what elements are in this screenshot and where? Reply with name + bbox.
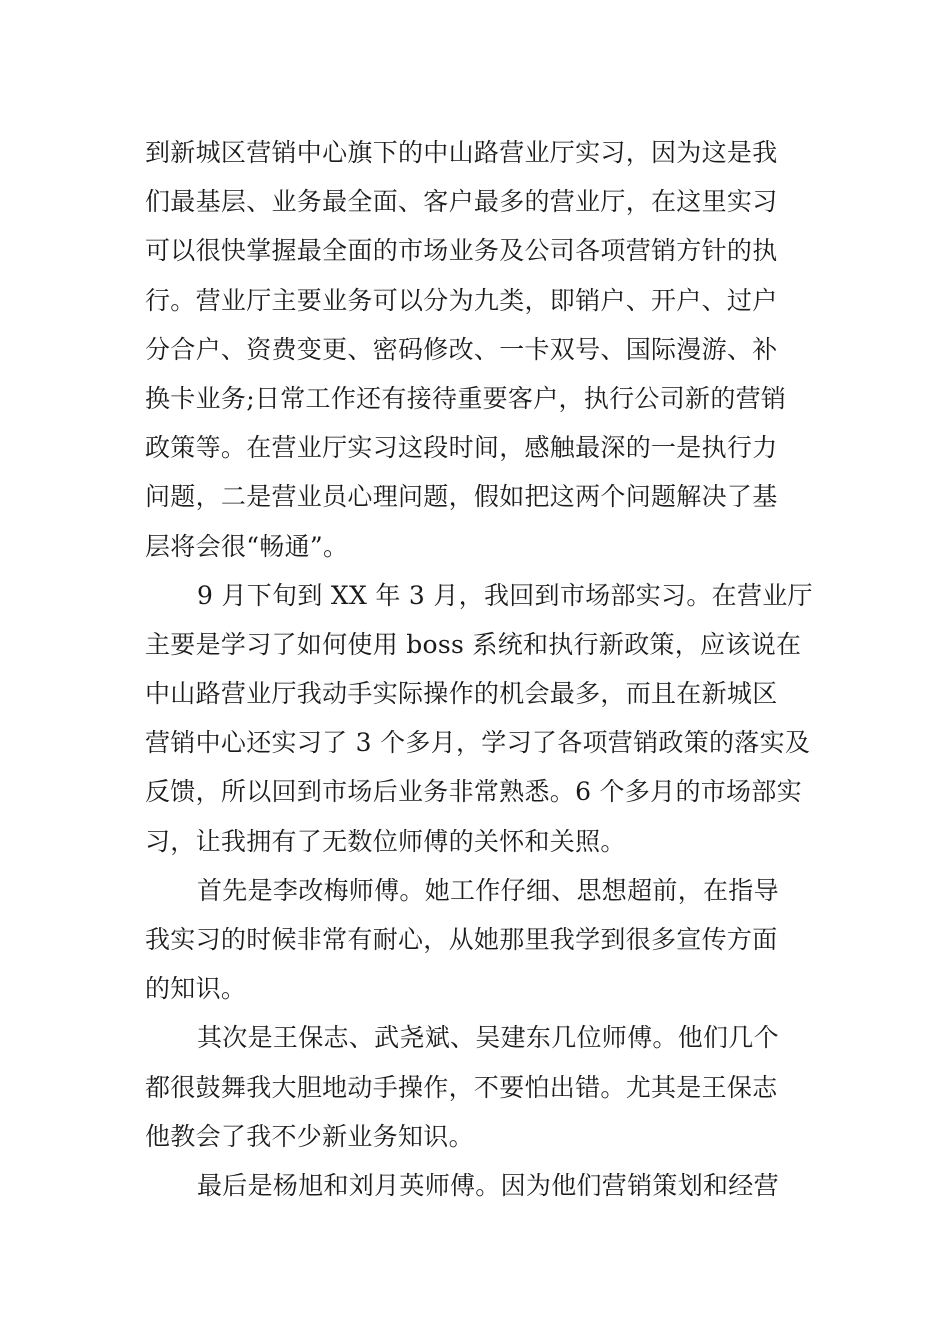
paragraph-start-line: 9 月下旬到 XX 年 3 月，我回到市场部实习。在营业厅 — [197, 580, 813, 610]
text-line: 他教会了我不少新业务知识。 — [145, 1121, 474, 1151]
paragraph-start-line: 其次是王保志、武尧斌、吴建东几位师傅。他们几个 — [197, 1023, 779, 1053]
text-line: 行。营业厅主要业务可以分为九类，即销户、开户、过户 — [145, 285, 778, 315]
body-text — [145, 128, 813, 1210]
paragraph-start-line: 首先是李改梅师傅。她工作仔细、思想超前，在指导 — [197, 875, 779, 905]
text-line: 我实习的时候非常有耐心，从她那里我学到很多宣传方面 — [145, 925, 778, 954]
text-line: 主要是学习了如何使用 boss 系统和执行新政策，应该说在 — [145, 629, 802, 659]
text-line: 反馈，所以回到市场后业务非常熟悉。6 个多月的市场部实 — [145, 777, 802, 807]
text-line: 习，让我拥有了无数位师傅的关怀和关照。 — [145, 826, 626, 856]
text-line: 分合户、资费变更、密码修改、一卡双号、国际漫游、补 — [145, 334, 778, 364]
text-line: 们最基层、业务最全面、客户最多的营业厅，在这里实习 — [145, 187, 778, 217]
text-line: 政策等。在营业厅实习这段时间，感触最深的一是执行力 — [145, 433, 778, 463]
text-line: 中山路营业厅我动手实际操作的机会最多，而且在新城区 — [145, 679, 778, 709]
text-line: 到新城区营销中心旗下的中山路营业厅实习，因为这是我 — [145, 138, 778, 167]
text-line: 层将会很“畅通”。 — [145, 531, 349, 561]
text-line: 的知识。 — [145, 974, 247, 1004]
text-line: 换卡业务;日常工作还有接待重要客户，执行公司新的营销 — [145, 383, 787, 413]
text-line: 可以很快掌握最全面的市场业务及公司各项营销方针的执 — [145, 236, 778, 266]
text-line: 问题，二是营业员心理问题，假如把这两个问题解决了基 — [145, 482, 778, 512]
text-line: 都很鼓舞我大胆地动手操作，不要怕出错。尤其是王保志 — [145, 1072, 778, 1102]
paragraph-start-line: 最后是杨旭和刘月英师傅。因为他们营销策划和经营 — [197, 1170, 779, 1200]
text-line: 营销中心还实习了 3 个多月，学习了各项营销政策的落实及 — [145, 728, 811, 758]
